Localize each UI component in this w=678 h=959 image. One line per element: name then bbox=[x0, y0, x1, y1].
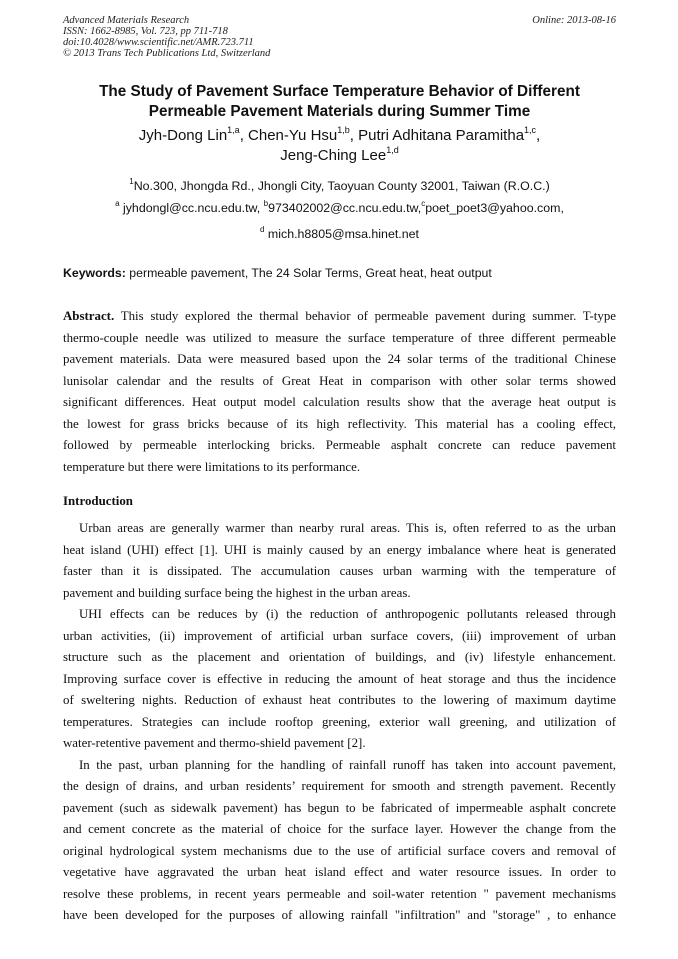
author-4: Jeng-Ching Lee bbox=[280, 147, 387, 164]
paragraph-line: original hydrological system mechanisms due to the use of artificial surface covers and removal of bbox=[63, 843, 616, 858]
abstract-line: temperature but there were limitations to its performance. bbox=[63, 459, 361, 474]
paragraph-line: In the past, urban planning for the handling of rainfall runoff has taken into account pavement, bbox=[79, 757, 616, 772]
paragraph-line: of sweltering nights. Reduction of exhaust heat contributes to the lowering of maximum daytime bbox=[63, 693, 616, 707]
affiliation-emails bbox=[63, 198, 616, 216]
author-1: Jyh-Dong Lin bbox=[138, 127, 228, 144]
author-1-sup: 1,a bbox=[227, 125, 240, 135]
journal-header bbox=[63, 15, 616, 59]
paragraph-line: heat island (UHI) effect [1]. UHI is mainly caused by an energy imbalance where heat is generated bbox=[63, 542, 616, 557]
copyright-line: © 2013 Trans Tech Publications Ltd, Switzerland bbox=[63, 48, 271, 59]
paragraph-line: Improving surface cover is effective in reducing the amount of heat storage and thus the incidence bbox=[63, 671, 616, 686]
paragraph-line: structure such as the placement and orientation of buildings, and (iv) lifestyle enhancement. bbox=[63, 650, 616, 664]
author-4-sup: 1,d bbox=[386, 145, 399, 155]
abstract-line bbox=[63, 306, 616, 328]
abstract bbox=[63, 306, 616, 478]
authors-line-2 bbox=[63, 146, 616, 166]
affiliation-text: No.300, Jhongda Rd., Jhongli City, Taoyuan County 32001, Taiwan (R.O.C.) bbox=[133, 179, 550, 193]
email-d[interactable]: mich.h8805@msa.hinet.net bbox=[264, 227, 419, 241]
abstract-label: Abstract. bbox=[63, 309, 115, 323]
paragraph-line: vegetative have aggravated the urban heat island effect and water resource issues. In order to bbox=[63, 865, 616, 879]
paragraph-line: pavement and building surface being the highest in the urban areas. bbox=[63, 585, 411, 600]
abstract-line: pavement materials. Data were measured based upon the 24 solar terms of the traditional Chinese bbox=[63, 352, 616, 366]
author-2-sup: 1,b bbox=[337, 125, 350, 135]
title-line-1: The Study of Pavement Surface Temperature Behavior of Different bbox=[99, 83, 580, 100]
author-2: , Chen-Yu Hsu bbox=[239, 127, 338, 144]
paragraph-line: temperatures. Strategies can include rooftop greening, exterior wall greening, and utilization of bbox=[63, 714, 616, 729]
paragraph-line: Urban areas are generally warmer than nearby rural areas. This is, often referred to as the urban bbox=[79, 521, 616, 535]
abstract-line: the lowest for grass bricks because of its high reflectivity. This material has a cooling effect, bbox=[63, 416, 616, 431]
issn-line: ISSN: 1662-8985, Vol. 723, pp 711-718 bbox=[63, 26, 228, 37]
author-3-end: , bbox=[536, 127, 541, 144]
paragraph-line: faster than it is dissipated. The accumulation causes urban warming with the temperature of bbox=[63, 564, 616, 578]
paragraph-line: have been developed for the purposes of allowing rainfall "infiltration" and "storage" , to enhance bbox=[63, 908, 616, 922]
keywords-label: Keywords: bbox=[63, 266, 126, 280]
paragraph-line: urban activities, (ii) improvement of artificial urban surface covers, (iii) improvement of urban bbox=[63, 628, 616, 643]
email-a[interactable]: jyhdongl@cc.ncu.edu.tw, bbox=[119, 201, 264, 215]
abstract-line: followed by permeable interlocking bricks. Permeable asphalt concrete can reduce pavement bbox=[63, 438, 616, 452]
paragraph-line: water-retentive pavement and thermo-shield pavement [2]. bbox=[63, 736, 366, 750]
authors-line-1 bbox=[63, 126, 616, 146]
abstract-line: thermo-couple needle was utilized to measure the surface temperature of three different permeable bbox=[63, 330, 616, 345]
paragraph-line: the design of drains, and urban residents’ requirement for smooth and strength pavement. Recently bbox=[63, 779, 616, 793]
section-heading-introduction: Introduction bbox=[63, 494, 133, 508]
keywords-text: permeable pavement, The 24 Solar Terms, Great heat, heat output bbox=[125, 266, 492, 280]
paragraph-line: and cement concrete as the material of choice for the surface layer. However the change from the bbox=[63, 822, 616, 836]
author-3-sup: 1,c bbox=[524, 125, 537, 135]
email-b-sup: b bbox=[263, 198, 269, 208]
email-a-sup: a bbox=[115, 198, 120, 208]
email-c[interactable]: poet_poet3@yahoo.com, bbox=[425, 201, 564, 215]
introduction-body bbox=[63, 518, 616, 927]
abstract-line: lunisolar calendar and the results of Great Heat in comparison with other solar terms showed bbox=[63, 373, 616, 388]
abstract-first-text: This study explored the thermal behavior of permeable pavement during summer. T-type bbox=[114, 309, 616, 323]
paper-title bbox=[63, 82, 616, 122]
doi-line: doi:10.4028/www.scientific.net/AMR.723.711 bbox=[63, 37, 254, 48]
affiliation-address bbox=[63, 176, 616, 194]
paragraph-line: resolve these problems, in recent years permeable and soil-water retention " pavement mechanisms bbox=[63, 886, 616, 901]
email-c-sup: c bbox=[421, 198, 426, 208]
affiliation-email-d-line bbox=[63, 224, 616, 242]
email-b[interactable]: 973402002@cc.ncu.edu.tw, bbox=[268, 201, 422, 215]
email-d-sup: d bbox=[260, 224, 265, 234]
keywords bbox=[63, 265, 616, 281]
journal-name: Advanced Materials Research bbox=[63, 15, 190, 26]
affiliation-sup: 1 bbox=[129, 176, 134, 186]
paragraph-line: UHI effects can be reduces by (i) the reduction of anthropogenic pollutants released through bbox=[79, 607, 616, 621]
author-list bbox=[63, 126, 616, 166]
author-3: , Putri Adhitana Paramitha bbox=[349, 127, 525, 144]
online-date: Online: 2013-08-16 bbox=[532, 15, 616, 26]
paragraph-line: pavement (such as sidewalk pavement) has begun to be fabricated of impermeable asphalt concrete bbox=[63, 800, 616, 815]
title-line-2: Permeable Pavement Materials during Summer Time bbox=[148, 103, 531, 120]
abstract-line: significant differences. Heat output model calculation results show that the average heat output is bbox=[63, 395, 616, 409]
